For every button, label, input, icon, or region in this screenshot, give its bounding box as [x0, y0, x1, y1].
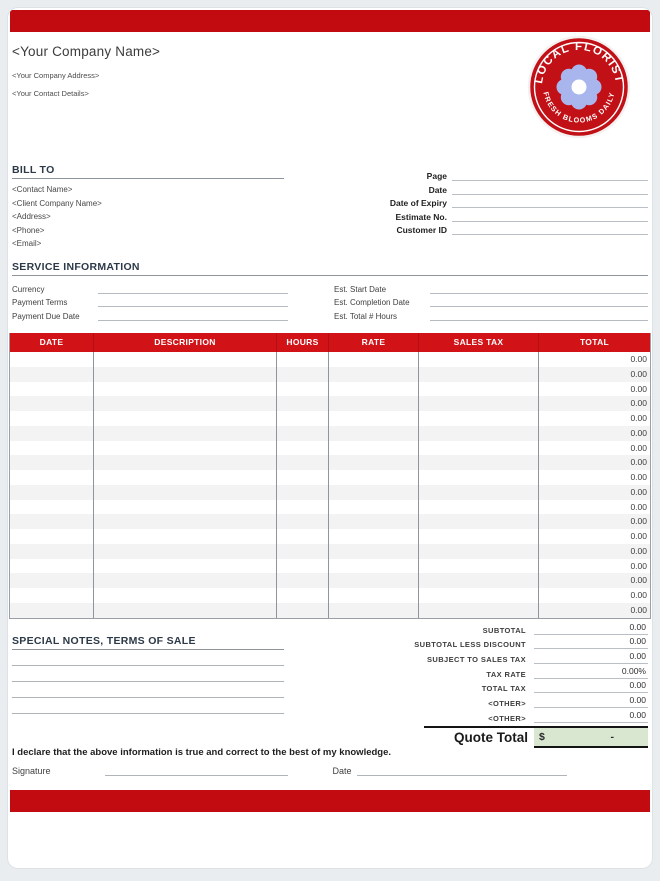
cell-date[interactable] [10, 603, 94, 618]
cell-rate[interactable] [329, 500, 419, 515]
cell-rate[interactable] [329, 367, 419, 382]
cell-sales-tax[interactable] [419, 485, 539, 500]
cell-total: 0.00 [630, 486, 647, 497]
cell-sales-tax[interactable] [419, 441, 539, 456]
cell-hours[interactable] [277, 603, 329, 618]
cell-description[interactable] [94, 441, 277, 456]
bill-to-phone[interactable]: <Phone> [12, 225, 45, 235]
declaration-text: I declare that the above information is true and correct to the best of my knowledge. [12, 747, 392, 758]
company-contact[interactable]: <Your Contact Details> [12, 89, 89, 98]
quote-total-row [424, 726, 648, 748]
cell-description[interactable] [94, 367, 277, 382]
notes-input-line[interactable] [12, 666, 284, 682]
cell-description[interactable] [94, 396, 277, 411]
column-header-description: DESCRIPTION [94, 333, 277, 352]
cell-hours[interactable] [277, 382, 329, 397]
total-value-total-tax: 0.00 [534, 679, 648, 693]
cell-date[interactable] [10, 426, 94, 441]
quote-total-value: - [610, 730, 614, 743]
cell-rate[interactable] [329, 603, 419, 618]
field-date-input-line[interactable] [452, 184, 648, 195]
special-notes-heading: SPECIAL NOTES, TERMS OF SALE [12, 635, 284, 650]
table-row [10, 441, 650, 456]
cell-total: 0.00 [630, 560, 647, 571]
cell-hours[interactable] [277, 514, 329, 529]
cell-rate[interactable] [329, 485, 419, 500]
cell-sales-tax[interactable] [419, 573, 539, 588]
cell-hours[interactable] [277, 367, 329, 382]
total-row-subtotal [338, 620, 648, 635]
table-row [10, 396, 650, 411]
table-row [10, 559, 650, 574]
cell-hours[interactable] [277, 455, 329, 470]
cell-date[interactable] [10, 352, 94, 367]
cell-description[interactable] [94, 470, 277, 485]
total-label-subtotal-less-discount: SUBTOTAL LESS DISCOUNT [414, 640, 526, 650]
cell-date[interactable] [10, 470, 94, 485]
cell-rate[interactable] [329, 559, 419, 574]
cell-date[interactable] [10, 500, 94, 515]
totals-rows [338, 620, 648, 723]
total-label-other: <OTHER> [488, 713, 526, 723]
special-notes-lines [12, 650, 284, 714]
field-est-start-date-label: Est. Start Date [334, 284, 387, 294]
field-date-of-expiry-input-line[interactable] [452, 197, 648, 208]
cell-sales-tax[interactable] [419, 367, 539, 382]
cell-total: 0.00 [630, 427, 647, 438]
top-red-bar [10, 10, 650, 32]
column-header-rate: RATE [329, 333, 419, 352]
service-info-left-column [12, 280, 288, 321]
column-header-hours: HOURS [277, 333, 329, 352]
cell-total: 0.00 [630, 501, 647, 512]
cell-date[interactable] [10, 544, 94, 559]
badge-bottom-text: FRESH BLOOMS DAILY [541, 90, 617, 125]
special-notes-section [12, 635, 284, 714]
field-date-label: Date [428, 184, 447, 195]
cell-total: 0.00 [630, 442, 647, 453]
line-items-header-row [10, 333, 650, 352]
total-row-subject-to-sales-tax [338, 649, 648, 664]
cell-total: 0.00 [630, 398, 647, 409]
service-information-heading: SERVICE INFORMATION [12, 261, 648, 276]
quote-total-currency: $ [539, 730, 545, 743]
service-info-right-column [334, 280, 648, 321]
cell-rate[interactable] [329, 588, 419, 603]
document-page [8, 8, 652, 868]
cell-rate[interactable] [329, 411, 419, 426]
cell-description[interactable] [94, 529, 277, 544]
company-address[interactable]: <Your Company Address> [12, 71, 100, 80]
service-information-section [12, 261, 648, 321]
field-customer-id-label: Customer ID [396, 224, 447, 235]
table-row [10, 367, 650, 382]
cell-hours[interactable] [277, 573, 329, 588]
field-estimate-no-label: Estimate No. [395, 211, 447, 222]
total-row-total-tax [338, 679, 648, 694]
cell-sales-tax[interactable] [419, 559, 539, 574]
estimate-meta-fields [340, 168, 648, 235]
florist-logo-badge [527, 35, 631, 139]
cell-total: 0.00 [630, 516, 647, 527]
table-row [10, 485, 650, 500]
table-row [10, 500, 650, 515]
cell-date[interactable] [10, 367, 94, 382]
cell-sales-tax[interactable] [419, 588, 539, 603]
field-payment-due-date-input-line[interactable] [98, 310, 288, 321]
signature-date-input-line[interactable] [357, 764, 567, 776]
total-row-other [338, 693, 648, 708]
cell-description[interactable] [94, 455, 277, 470]
cell-hours[interactable] [277, 529, 329, 544]
field-customer-id [340, 222, 648, 235]
field-date-of-expiry-label: Date of Expiry [389, 198, 447, 209]
total-row-tax-rate [338, 664, 648, 679]
cell-date[interactable] [10, 455, 94, 470]
cell-date[interactable] [10, 514, 94, 529]
field-est-total-hours [334, 307, 648, 321]
cell-rate[interactable] [329, 544, 419, 559]
cell-total: 0.00 [630, 575, 647, 586]
total-value-tax-rate: 0.00% [534, 665, 648, 679]
field-page-label: Page [426, 171, 447, 182]
cell-hours[interactable] [277, 396, 329, 411]
cell-description[interactable] [94, 352, 277, 367]
column-header-sales-tax: SALES TAX [419, 333, 539, 352]
cell-sales-tax[interactable] [419, 514, 539, 529]
table-row [10, 352, 650, 367]
badge-top-text: LOCAL FLORIST [533, 40, 625, 85]
total-label-subject-to-sales-tax: SUBJECT TO SALES TAX [427, 655, 526, 665]
bill-to-lines [12, 183, 284, 251]
signature-row [12, 764, 567, 776]
total-label-subtotal: SUBTOTAL [482, 625, 526, 635]
cell-date[interactable] [10, 573, 94, 588]
cell-rate[interactable] [329, 529, 419, 544]
cell-total: 0.00 [630, 413, 647, 424]
field-currency-label: Currency [12, 284, 45, 294]
cell-date[interactable] [10, 411, 94, 426]
bill-to-address[interactable]: <Address> [12, 212, 51, 221]
field-est-total-hours-label: Est. Total # Hours [334, 311, 397, 321]
field-date [340, 181, 648, 194]
line-items-table [9, 333, 651, 619]
cell-total: 0.00 [630, 368, 647, 379]
table-row [10, 514, 650, 529]
notes-input-line[interactable] [12, 682, 284, 698]
cell-total: 0.00 [630, 457, 647, 468]
bottom-red-bar [10, 790, 650, 812]
field-payment-terms-input-line[interactable] [98, 296, 288, 307]
cell-description[interactable] [94, 382, 277, 397]
cell-total: 0.00 [630, 472, 647, 483]
cell-date[interactable] [10, 382, 94, 397]
field-currency-input-line[interactable] [98, 283, 288, 294]
cell-date[interactable] [10, 588, 94, 603]
cell-hours[interactable] [277, 544, 329, 559]
total-label-total-tax: TOTAL TAX [481, 684, 526, 694]
field-payment-terms [12, 294, 288, 308]
cell-rate[interactable] [329, 352, 419, 367]
cell-description[interactable] [94, 573, 277, 588]
cell-sales-tax[interactable] [419, 455, 539, 470]
cell-hours[interactable] [277, 411, 329, 426]
field-payment-due-date-label: Payment Due Date [12, 311, 80, 321]
company-name[interactable]: <Your Company Name> [12, 44, 161, 59]
cell-description[interactable] [94, 588, 277, 603]
total-value-other: 0.00 [534, 709, 648, 723]
cell-sales-tax[interactable] [419, 411, 539, 426]
cell-sales-tax[interactable] [419, 352, 539, 367]
field-date-of-expiry [340, 195, 648, 208]
cell-sales-tax[interactable] [419, 603, 539, 618]
table-row [10, 455, 650, 470]
cell-rate[interactable] [329, 441, 419, 456]
cell-rate[interactable] [329, 396, 419, 411]
table-row [10, 588, 650, 603]
field-page [340, 168, 648, 181]
cell-hours[interactable] [277, 500, 329, 515]
bill-to-email[interactable]: <Email> [12, 239, 42, 248]
cell-hours[interactable] [277, 352, 329, 367]
notes-input-line[interactable] [12, 698, 284, 714]
cell-description[interactable] [94, 514, 277, 529]
cell-rate[interactable] [329, 426, 419, 441]
bill-to-contact-name[interactable]: <Contact Name> [12, 185, 73, 194]
field-est-completion-date [334, 294, 648, 308]
cell-sales-tax[interactable] [419, 426, 539, 441]
line-items-body [10, 352, 650, 618]
bill-to-heading: BILL TO [12, 164, 284, 179]
cell-sales-tax[interactable] [419, 382, 539, 397]
cell-hours[interactable] [277, 485, 329, 500]
table-row [10, 529, 650, 544]
cell-total: 0.00 [630, 383, 647, 394]
field-customer-id-input-line[interactable] [452, 224, 648, 235]
cell-rate[interactable] [329, 455, 419, 470]
cell-rate[interactable] [329, 470, 419, 485]
signature-date-label: Date [332, 766, 352, 776]
totals-section [338, 620, 648, 748]
field-estimate-no-input-line[interactable] [452, 211, 648, 222]
cell-sales-tax[interactable] [419, 544, 539, 559]
total-value-subject-to-sales-tax: 0.00 [534, 650, 648, 664]
total-value-subtotal: 0.00 [534, 621, 648, 635]
field-est-start-date [334, 280, 648, 294]
cell-description[interactable] [94, 500, 277, 515]
field-payment-terms-label: Payment Terms [12, 298, 68, 308]
cell-description[interactable] [94, 411, 277, 426]
cell-total: 0.00 [630, 545, 647, 556]
cell-description[interactable] [94, 603, 277, 618]
notes-input-line[interactable] [12, 650, 284, 666]
field-currency [12, 280, 288, 294]
cell-total: 0.00 [630, 605, 647, 616]
field-payment-due-date [12, 307, 288, 321]
cell-description[interactable] [94, 426, 277, 441]
cell-description[interactable] [94, 544, 277, 559]
table-row [10, 382, 650, 397]
signature-input-line[interactable] [105, 764, 288, 776]
table-row [10, 573, 650, 588]
cell-hours[interactable] [277, 588, 329, 603]
cell-total: 0.00 [630, 354, 647, 364]
field-est-total-hours-input-line[interactable] [430, 310, 648, 321]
cell-hours[interactable] [277, 559, 329, 574]
table-row [10, 426, 650, 441]
cell-date[interactable] [10, 396, 94, 411]
cell-date[interactable] [10, 529, 94, 544]
cell-hours[interactable] [277, 426, 329, 441]
table-row [10, 544, 650, 559]
cell-rate[interactable] [329, 514, 419, 529]
total-label-tax-rate: TAX RATE [486, 669, 526, 679]
total-row-other [338, 708, 648, 723]
column-header-total: TOTAL [579, 337, 610, 347]
cell-hours[interactable] [277, 470, 329, 485]
field-estimate-no [340, 208, 648, 221]
bill-to-client-company-name[interactable]: <Client Company Name> [12, 198, 102, 208]
cell-total: 0.00 [630, 531, 647, 542]
quote-total-label: Quote Total [454, 729, 528, 745]
total-value-other: 0.00 [534, 694, 648, 708]
cell-rate[interactable] [329, 573, 419, 588]
cell-date[interactable] [10, 559, 94, 574]
total-label-other: <OTHER> [488, 699, 526, 709]
signature-label: Signature [12, 766, 51, 776]
cell-description[interactable] [94, 485, 277, 500]
cell-description[interactable] [94, 559, 277, 574]
field-est-completion-date-input-line[interactable] [430, 296, 648, 307]
field-est-completion-date-label: Est. Completion Date [334, 298, 410, 308]
cell-sales-tax[interactable] [419, 500, 539, 515]
flower-icon [557, 65, 602, 110]
cell-rate[interactable] [329, 382, 419, 397]
total-row-subtotal-less-discount [338, 635, 648, 650]
table-row [10, 470, 650, 485]
cell-sales-tax[interactable] [419, 396, 539, 411]
field-page-input-line[interactable] [452, 170, 648, 181]
cell-hours[interactable] [277, 441, 329, 456]
quote-total-cell [534, 728, 648, 748]
total-value-subtotal-less-discount: 0.00 [534, 635, 648, 649]
cell-sales-tax[interactable] [419, 529, 539, 544]
table-row [10, 411, 650, 426]
cell-sales-tax[interactable] [419, 470, 539, 485]
cell-date[interactable] [10, 485, 94, 500]
cell-date[interactable] [10, 441, 94, 456]
table-row [10, 603, 650, 618]
field-est-start-date-input-line[interactable] [430, 283, 648, 294]
cell-total: 0.00 [630, 590, 647, 601]
column-header-date: DATE [10, 333, 94, 352]
bill-to-section [12, 164, 284, 251]
